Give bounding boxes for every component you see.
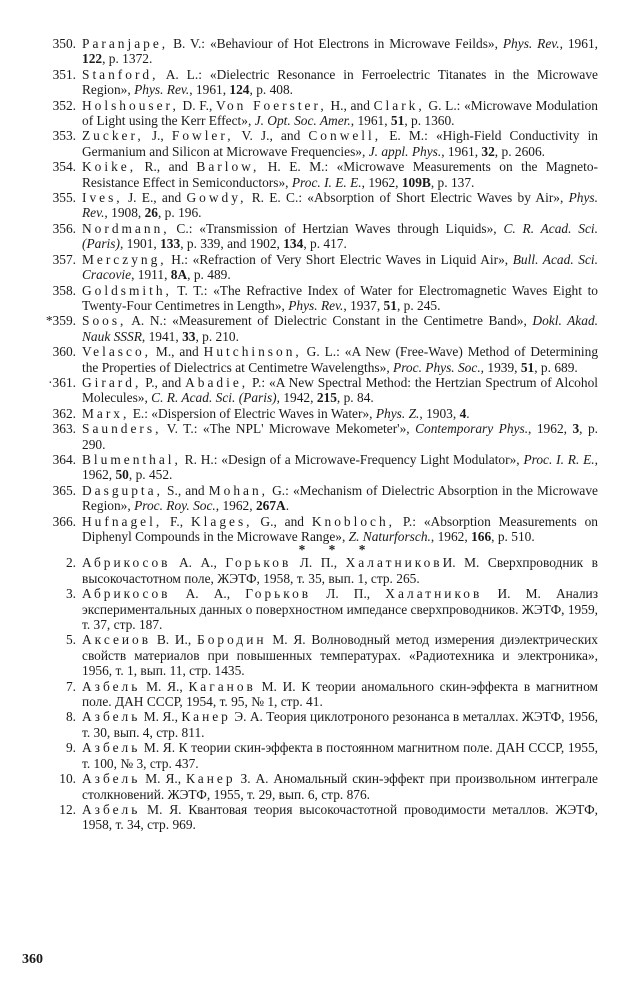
reference-text: H., and: [326, 97, 374, 113]
reference-text: Proc. Phys. Soc.: [393, 359, 481, 375]
reference-entry: [0, 375, 644, 406]
reference-text: 50: [115, 467, 129, 483]
reference-entry: [0, 483, 644, 514]
reference-text: , p. 339, and 1902,: [180, 236, 284, 252]
reference-list-english: [0, 36, 644, 544]
reference-text: , p. 1360.: [404, 113, 455, 129]
reference-entry: [0, 67, 644, 98]
reference-number: 3.: [65, 586, 76, 602]
reference-number: 10.: [59, 771, 76, 787]
reference-text: , p. 2606.: [494, 143, 546, 159]
reference-entry: [0, 283, 644, 314]
reference-entry: [0, 159, 644, 190]
reference-text: Горьков: [225, 555, 292, 571]
reference-text: R. H.: «Design of a Microwave-Frequency Light Modulator»,: [180, 451, 524, 467]
reference-text: J. Opt. Soc. Amer.: [254, 113, 351, 129]
reference-text: 3: [572, 421, 580, 437]
reference-number: 360.: [52, 344, 76, 360]
reference-text: , p. 210.: [195, 328, 239, 344]
reference-entry: [0, 679, 644, 710]
reference-number: 352.: [52, 97, 76, 113]
reference-text: М. И. К теории аномального скин-эффекта в магнитном поле. ДАН СССР, 1954, т. 95, № 1, стр. 41.: [82, 678, 598, 710]
reference-author: Holshouser,: [82, 97, 179, 113]
reference-text: , 1961,: [350, 113, 391, 129]
reference-text: М. Я. К теории скин-эффекта в постоянном магнитном поле. ДАН СССР, 1955, т. 100, № 3, стр. 437.: [82, 740, 598, 771]
reference-text: 51: [383, 297, 397, 313]
reference-entry: [0, 452, 644, 483]
reference-text: 32: [481, 143, 495, 159]
reference-text: , 1962,: [215, 498, 256, 514]
reference-text: B. V.: «Behaviour of Hot Electrons in Microwave Feilds»,: [168, 36, 503, 51]
reference-text: 51: [390, 113, 405, 129]
reference-text: 109B: [401, 174, 431, 190]
reference-text: H.: «Refraction of Very Short Electric Waves in Liquid Air»,: [166, 251, 513, 267]
reference-text: .: [466, 405, 470, 421]
reference-text: В. И.,: [151, 632, 198, 648]
reference-entry: [0, 406, 644, 421]
reference-text: Bull. Acad. Sci. Cracovie: [82, 251, 598, 283]
reference-text: J.,: [143, 128, 172, 144]
reference-text: Dokl. Akad. Nauk SSSR: [82, 313, 598, 344]
reference-author: Blumenthal,: [82, 451, 181, 467]
reference-text: , p. 84.: [336, 390, 374, 406]
reference-text: , 1962,: [82, 451, 598, 483]
reference-text: 51: [520, 359, 535, 375]
reference-text: , p. 689.: [534, 359, 578, 375]
reference-entry: [0, 771, 644, 802]
reference-text: , 1901,: [119, 236, 161, 252]
reference-text: G. L.: «Microwave Modulation of Light using the Kerr Effect»,: [82, 97, 598, 129]
reference-text: Z. Naturforsch.: [348, 529, 431, 544]
reference-text: Hutchinson,: [203, 344, 302, 360]
reference-number: ·361.: [48, 374, 76, 390]
reference-text: 33: [182, 328, 196, 344]
reference-author: Аксеиов: [82, 632, 152, 648]
reference-text: Phys. Z.: [375, 405, 420, 421]
reference-text: Gowdy,: [186, 190, 247, 206]
reference-text: 133: [160, 236, 181, 252]
reference-number: 366.: [52, 513, 76, 529]
reference-entry: [0, 632, 644, 678]
reference-text: Knobloch,: [311, 513, 396, 529]
reference-author: Ives,: [82, 190, 123, 206]
reference-text: Л. П.,: [291, 555, 346, 571]
reference-text: 4: [459, 405, 467, 421]
reference-text: D. F.,: [178, 97, 217, 113]
reference-number: 356.: [52, 220, 76, 236]
reference-author: Paranjape,: [82, 36, 169, 51]
reference-text: J. E., and: [122, 190, 187, 206]
reference-text: Mohan,: [208, 482, 269, 498]
reference-text: , p. 290.: [82, 421, 598, 452]
reference-number: 2.: [65, 555, 76, 571]
reference-text: А. А.,: [170, 555, 226, 571]
reference-text: R. E. C.: «Absorption of Short Electric Waves by Air»,: [246, 190, 569, 206]
reference-text: 26: [144, 205, 158, 221]
reference-text: Proc. Roy. Soc.: [134, 498, 216, 514]
reference-text: , 1939,: [480, 359, 521, 375]
reference-text: Conwell,: [308, 128, 382, 144]
reference-text: , 1941,: [141, 328, 183, 344]
reference-text: Barlow,: [196, 159, 260, 175]
reference-text: S., and: [162, 482, 209, 498]
bibliography-page: [0, 36, 644, 833]
reference-text: Л. П.,: [311, 586, 386, 602]
reference-text: G. L.: «A New (Free-Wave) Method of Determining the Properties of Dielectrics at Centimetre Wavelengths»,: [82, 344, 599, 375]
reference-text: М. Я.,: [140, 709, 182, 725]
reference-text: Э. А. Теория циклотроного резонанса в металлах. ЖЭТФ, 1956, т. 30, вып. 4, стр. 811.: [82, 709, 598, 740]
reference-author: Nordmann,: [82, 220, 170, 236]
reference-entry: [0, 586, 644, 632]
reference-text: Каганов: [188, 678, 256, 694]
reference-text: , 1961,: [441, 143, 482, 159]
reference-number: 365.: [52, 482, 76, 498]
reference-entry: [0, 128, 644, 159]
reference-text: , p. 417.: [303, 236, 347, 252]
reference-number: 351.: [52, 66, 76, 82]
reference-number: 354.: [52, 159, 76, 175]
reference-entry: [0, 740, 644, 771]
reference-text: И. М. Сверхпроводник в высокочастотном поле, ЖЭТФ, 1958, т. 35, вып. 1, стр. 265.: [82, 555, 598, 586]
reference-text: Канер: [181, 709, 231, 725]
reference-text: 124: [229, 82, 250, 98]
reference-text: , 1962,: [430, 529, 472, 544]
reference-text: E.: «Dispersion of Electric Waves in Water»,: [129, 405, 376, 421]
reference-author: Азбель: [82, 801, 141, 817]
reference-entry: [0, 221, 644, 252]
reference-number: 362.: [52, 405, 76, 421]
reference-text: 166: [471, 529, 492, 544]
reference-text: , p. 452.: [128, 467, 173, 483]
reference-author: Girard,: [82, 374, 142, 390]
reference-entry: [0, 421, 644, 452]
reference-text: 134: [283, 236, 304, 252]
reference-text: , 1962,: [528, 421, 573, 437]
reference-text: И. М. Анализ экспериментальных данных о поверхностном импедансе сверхпроводников. ЖЭТФ, 1959, т. 37, стр. 187.: [82, 586, 598, 633]
reference-entry: [0, 190, 644, 221]
reference-number: *359.: [45, 313, 76, 329]
reference-author: Koike,: [82, 159, 137, 175]
reference-text: H. E. M.: «Microwave Measurements on the Magneto-Resistance Effect in Semiconductors»,: [82, 159, 598, 190]
reference-author: Soos,: [82, 313, 127, 329]
reference-text: Abadie,: [185, 374, 249, 390]
reference-number: 355.: [52, 190, 76, 206]
reference-text: Contemporary Phys.: [415, 421, 529, 437]
reference-text: Von Foerster,: [216, 97, 327, 113]
reference-number: 353.: [52, 128, 76, 144]
reference-number: 12.: [59, 801, 76, 817]
reference-author: Азбель: [82, 771, 141, 787]
reference-text: Халатников: [385, 586, 483, 602]
reference-text: M., and: [151, 344, 204, 360]
reference-text: , 1962,: [361, 174, 402, 190]
reference-text: , 1908,: [104, 205, 145, 221]
reference-author: Азбель: [82, 678, 141, 694]
reference-author: Merczyng,: [82, 251, 167, 267]
reference-entry: [0, 802, 644, 833]
reference-text: Klages,: [191, 513, 253, 529]
reference-text: P.: «Absorption Measurements on Diphenyl Compounds in the Microwave Range»,: [82, 513, 599, 544]
reference-text: J. appl. Phys.: [368, 143, 442, 159]
reference-text: E. M.: «High-Field Conductivity in Germanium and Silicon at Microwave Frequencies»,: [82, 128, 598, 159]
reference-text: М. Я. Волноводный метод измерения диэлектрических свойств материалов при повышенных температурах. «Радиотехника и электроника», 1956, т. 1, вып. 11, стр. 1435.: [82, 632, 598, 679]
reference-entry: [0, 313, 644, 344]
reference-number: 364.: [52, 451, 76, 467]
reference-text: C.: «Transmission of Hertzian Waves through Liquids»,: [169, 220, 504, 236]
reference-author: Stanford,: [82, 66, 159, 82]
reference-text: C. R. Acad. Sci. (Paris): [151, 390, 277, 406]
reference-author: Азбель: [82, 740, 141, 756]
reference-author: Hufnagel,: [82, 513, 163, 529]
reference-text: P.: «A New Spectral Method: the Hertzian Spectrum of Alcohol Molecules»,: [82, 374, 598, 406]
reference-text: Phys. Rev.: [502, 36, 560, 51]
reference-entry: [0, 344, 644, 375]
reference-text: V. T.: «The NPL' Microwave Mekometer'»,: [161, 421, 416, 437]
reference-number: 363.: [52, 421, 76, 437]
reference-text: Proc. I. E. E.: [291, 174, 362, 190]
reference-entry: [0, 514, 644, 545]
reference-text: Горьков: [245, 586, 312, 602]
reference-text: 8A: [170, 267, 188, 283]
reference-text: , p. 489.: [187, 267, 231, 283]
reference-text: З. А. Аномальный скин-эффект при произвольном интеграле столкновений. ЖЭТФ, 1955, т. 29, вып. 6, стр. 876.: [82, 771, 598, 802]
reference-text: , 1961,: [559, 36, 598, 51]
reference-text: F.,: [162, 513, 191, 529]
reference-text: , 1911,: [131, 267, 171, 283]
reference-text: Канер: [186, 771, 236, 787]
reference-number: 357.: [52, 251, 76, 267]
reference-author: Азбель: [82, 709, 141, 725]
reference-entry: [0, 98, 644, 129]
reference-text: V. J., and: [233, 128, 309, 144]
reference-text: А. А.,: [170, 586, 246, 602]
reference-author: Velasco,: [82, 344, 151, 360]
reference-text: T. T.: «The Refractive Index of Water for Electromagnetic Waves Eight to Twenty-Four Centimetres in Length»,: [82, 282, 598, 313]
reference-text: , 1942,: [276, 390, 317, 406]
reference-text: Fowler,: [171, 128, 234, 144]
reference-text: , p. 1372.: [102, 51, 153, 67]
reference-text: , p. 137.: [430, 174, 475, 190]
reference-list-russian: [0, 555, 644, 832]
reference-author: Saunders,: [82, 421, 162, 437]
reference-number: 8.: [65, 709, 76, 725]
reference-entry: [0, 555, 644, 586]
reference-text: М. Я.,: [140, 678, 189, 694]
reference-number: 358.: [52, 282, 76, 298]
reference-text: 215: [316, 390, 337, 406]
reference-text: , p. 408.: [249, 82, 294, 98]
reference-text: Бородин: [197, 632, 267, 648]
reference-author: Zucker,: [82, 128, 144, 144]
reference-text: Proc. I. R. E.: [523, 451, 595, 467]
reference-text: Phys. Rev.: [288, 297, 344, 313]
reference-text: , p. 196.: [157, 205, 202, 221]
reference-text: Phys. Rev.: [134, 82, 190, 98]
reference-text: М. Я.,: [140, 771, 187, 787]
reference-text: Халатников: [345, 555, 443, 571]
reference-text: A. N.: «Measurement of Dielectric Constant in the Centimetre Band»,: [126, 313, 533, 329]
reference-text: Phys. Rev.: [82, 190, 598, 221]
reference-text: М. Я. Квантовая теория высокочастотной проводимости металлов. ЖЭТФ, 1958, т. 34, стр. 969.: [82, 801, 598, 833]
reference-text: 122: [82, 51, 103, 67]
reference-text: C. R. Acad. Sci. (Paris): [82, 220, 598, 252]
reference-text: A. L.: «Dielectric Resonance in Ferroelectric Titanates in the Microwave Region»,: [82, 66, 598, 98]
reference-author: Абрикосов: [82, 586, 171, 602]
reference-number: 5.: [65, 632, 76, 648]
reference-entry: [0, 252, 644, 283]
reference-text: , 1937,: [343, 297, 384, 313]
reference-text: R., and: [136, 159, 197, 175]
reference-author: Marx,: [82, 405, 130, 421]
section-separator: * * *: [298, 542, 376, 558]
reference-text: Clark,: [373, 97, 425, 113]
reference-author: Абрикосов: [82, 555, 171, 571]
reference-author: Dasgupta,: [82, 482, 163, 498]
reference-number: 7.: [65, 678, 76, 694]
reference-text: P., and: [141, 374, 186, 390]
reference-text: .: [285, 498, 290, 514]
reference-text: 267A: [255, 498, 286, 514]
reference-text: , p. 245.: [396, 297, 441, 313]
reference-entry: [0, 36, 644, 67]
reference-number: 9.: [65, 740, 76, 756]
reference-text: , 1903,: [419, 405, 460, 421]
reference-text: G., and: [252, 513, 312, 529]
reference-number: 350.: [52, 36, 76, 51]
reference-text: , p. 510.: [491, 529, 535, 544]
reference-entry: [0, 709, 644, 740]
reference-text: , 1961,: [189, 82, 230, 98]
page-number: 360: [22, 952, 43, 967]
reference-text: G.: «Mechanism of Dielectric Absorption in the Microwave Region»,: [82, 482, 598, 514]
reference-author: Goldsmith,: [82, 282, 172, 298]
